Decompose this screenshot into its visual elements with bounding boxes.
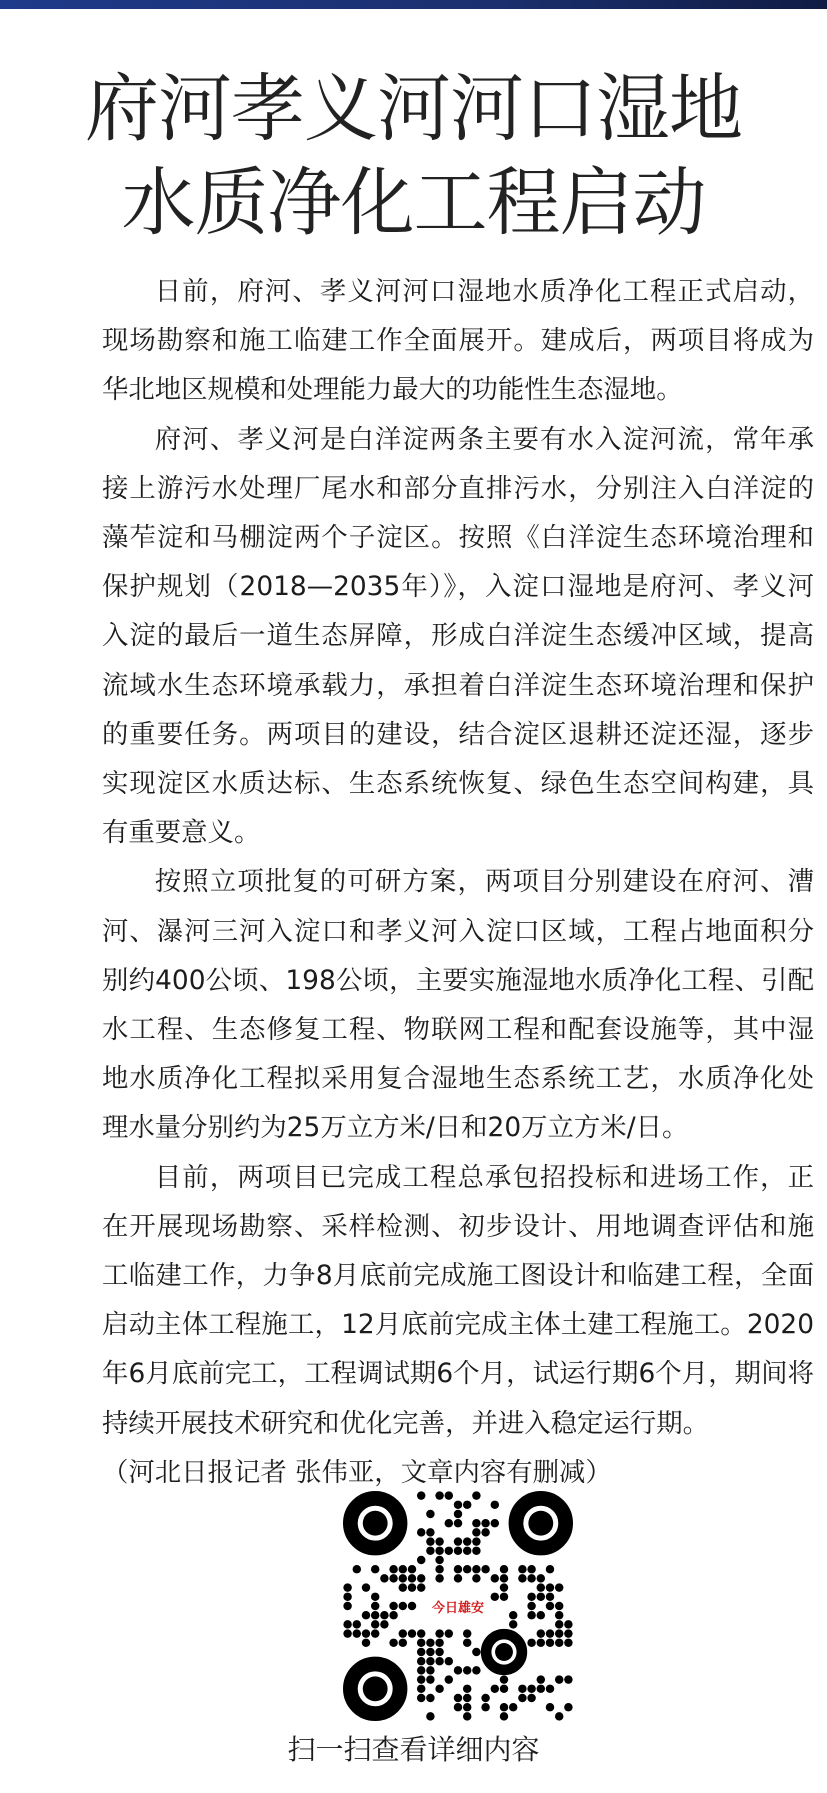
title-line-1: 府河孝义河河口湿地 [85, 66, 742, 152]
article-paragraph-2: 府河、孝义河是白洋淀两条主要有水入淀河流，常年承接上游污水处理厂尾水和部分直排污水，分别注入白洋淀的藻苲淀和马棚淀两个子淀区。按照《白洋淀生态环境治理和保护规划（2018—2035年）》，入淀口湿地是府河、孝义河入淀的最后一道生态屏障，形成白洋淀生态缓冲区域，提高流域水生态环境承载力，承担着白洋淀生态环境治理和保护的重要任务。两项目的建设，结合淀区退耕还淀还湿，逐步实现淀区水质达标、生态系统恢复、绿色生态空间构建，具有重要意义。 [102, 423, 814, 849]
top-accent-bar [0, 0, 827, 9]
article-paragraph-4: 目前，两项目已完成工程总承包招投标和进场工作，正在开展现场勘察、采样检测、初步设计、用地调查评估和施工临建工作，力争8月底前完成施工图设计和临建工程，全面启动主体工程施工，12月底前完成主体土建工程施工。2020年6月底前完工，工程调试期6个月，试运行期6个月，期间将持续开展技术研究和优化完善，并进入稳定运行期。 [102, 1161, 814, 1439]
qr-code[interactable] [343, 1491, 573, 1721]
page-title [0, 62, 827, 250]
article-paragraph-1: 日前，府河、孝义河河口湿地水质净化工程正式启动，现场勘察和施工临建工作全面展开。建成后，两项目将成为华北地区规模和处理能力最大的功能性生态湿地。 [102, 276, 814, 406]
article-body [102, 267, 814, 1497]
qr-caption: 扫一扫查看详细内容 [287, 1733, 540, 1766]
title-line-2: 水质净化工程启动 [121, 160, 706, 246]
article-byline: （河北日报记者 张伟亚，文章内容有删减） [102, 1456, 612, 1488]
article-paragraph-3: 按照立项批复的可研方案，两项目分别建设在府河、漕河、瀑河三河入淀口和孝义河入淀口区域，工程占地面积分别约400公顷、198公顷，主要实施湿地水质净化工程、引配水工程、生态修复工程、物联网工程和配套设施等，其中湿地水质净化工程拟采用复合湿地生态系统工艺，水质净化处理水量分别约为25万立方米/日和20万立方米/日。 [102, 866, 814, 1144]
qr-logo: 今日雄安 [427, 1586, 489, 1626]
